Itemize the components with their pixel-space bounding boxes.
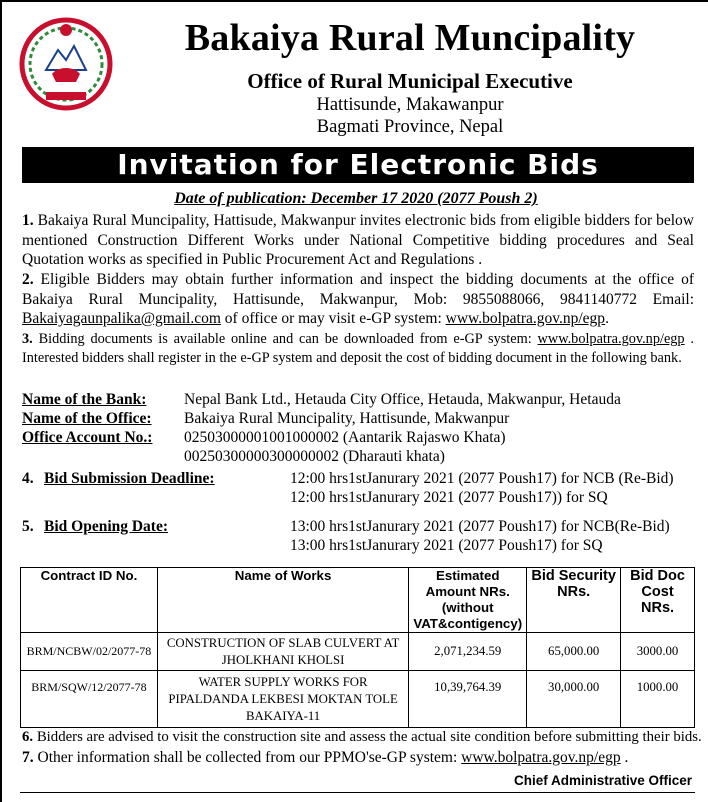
paragraph-2-number: 2.	[22, 271, 34, 288]
bank-value: Nepal Bank Ltd., Hetauda City Office, Hetauda, Makwanpur, Hetauda	[184, 391, 621, 408]
deadline-label: Bid Submission Deadline:	[44, 470, 215, 487]
publication-date: Date of publication: December 17 2020 (2077 Poush 2)	[174, 190, 538, 207]
egp-link-1[interactable]: www.bolpatra.gov.np/egp	[445, 310, 606, 327]
row-1-amount: 2,071,234.59	[409, 633, 527, 671]
note-7-text: Other information shall be collected from our PPMO'se-GP system:	[37, 749, 458, 766]
note-6	[22, 728, 702, 747]
account-label: Office Account No.:	[22, 429, 153, 446]
paragraph-2-mid: of office or may visit e-GP system:	[224, 310, 442, 327]
note-7-end: .	[624, 749, 629, 766]
deadline-line-2: 12:00 hrs1stJanurary 2021 (2077 Poush17)) for SQ	[290, 489, 608, 506]
row-2-security: 30,000.00	[527, 671, 621, 728]
paragraph-3-rest: . Interested bidders shall register in the e-GP system and deposit the cost of bidding document in the following bank.	[22, 331, 694, 366]
header-bid-security: Bid Security NRs.	[527, 568, 621, 633]
note-7	[22, 748, 628, 767]
note-6-number: 6.	[22, 729, 34, 745]
header-contract-id: Contract ID No.	[21, 568, 158, 633]
note-6-text: Bidders are advised to visit the construction site and assess the actual site condition before submitting their bids.	[36, 729, 702, 745]
row-1-cost: 3000.00	[621, 633, 695, 671]
paragraph-1	[22, 211, 694, 270]
header-name-of-works: Name of Works	[157, 568, 408, 633]
egp-link-2[interactable]: www.bolpatra.gov.np/egp	[537, 331, 685, 347]
row-1-security: 65,000.00	[527, 633, 621, 671]
header-bid-doc-cost: Bid Doc Cost NRs.	[621, 568, 695, 633]
office-name-value: Bakaiya Rural Muncipality, Hattisunde, Makwanpur	[184, 410, 510, 427]
paragraph-3-number: 3.	[22, 331, 33, 347]
paragraph-2-end: .	[605, 310, 609, 327]
paragraph-1-text: Bakaiya Rural Muncipality, Hattisude, Makwanpur invites electronic bids from eligible bidders for below mentioned Construction Different Works under National Competitive bidding procedures and Seal Quotation works as specified in Public Procurement Act and Regulations .	[22, 212, 695, 268]
paragraph-3-text: Bidding documents is available online and can be downloaded from e-GP system:	[38, 331, 532, 347]
bottom-divider	[20, 792, 695, 793]
row-1-contract-id: BRM/NCBW/02/2077-78	[21, 633, 158, 671]
paragraph-2	[22, 270, 694, 329]
address-line-2: Bagmati Province, Nepal	[316, 117, 504, 137]
opening-line-2: 13:00 hrs1stJanurary 2021 (2077 Poush17) for SQ	[290, 537, 603, 554]
header-estimated-amount: Estimated Amount NRs.(without VAT&contigency)	[409, 568, 527, 633]
table-row	[21, 633, 695, 671]
row-2-amount: 10,39,764.39	[409, 671, 527, 728]
account-value-2: 00250300000300000002 (Dharauti khata)	[184, 448, 445, 465]
table-row	[21, 671, 695, 728]
nepal-emblem-icon	[16, 12, 116, 112]
table-header-row	[21, 568, 695, 633]
address-line-1: Hattisunde, Makawanpur	[316, 95, 504, 115]
account-value-1: 02503000001001000002 (Aantarik Rajaswo Khata)	[184, 429, 506, 446]
row-2-contract-id: BRM/SQW/12/2077-78	[21, 671, 158, 728]
paragraph-3	[22, 330, 694, 368]
invitation-banner: Invitation for Electronic Bids	[22, 147, 694, 183]
bank-label: Name of the Bank:	[22, 391, 147, 408]
deadline-line-1: 12:00 hrs1stJanurary 2021 (2077 Poush17) for NCB (Re-Bid)	[290, 470, 674, 487]
municipality-title: Bakaiya Rural Muncipality	[184, 17, 636, 59]
bids-table	[20, 567, 695, 728]
note-7-number: 7.	[22, 749, 34, 766]
opening-line-1: 13:00 hrs1stJanurary 2021 (2077 Poush17) for NCB(Re-Bid)	[290, 518, 670, 535]
row-1-works: CONSTRUCTION OF SLAB CULVERT AT JHOLKHANI KHOLSI	[157, 633, 408, 671]
office-subtitle: Office of Rural Municipal Executive	[247, 69, 573, 93]
opening-number: 5.	[22, 518, 34, 535]
office-name-label: Name of the Office:	[22, 410, 152, 427]
signature-title: Chief Administrative Officer	[513, 773, 692, 788]
egp-link-3[interactable]: www.bolpatra.gov.np/egp	[461, 749, 621, 766]
paragraph-2-text: Eligible Bidders may obtain further information and inspect the bidding documents at the office of Bakaiya Rural Muncipality, Hattisunde, Makwanpur, Mob: 9855088066, 9841140772 Email:	[22, 271, 695, 308]
deadline-number: 4.	[22, 470, 34, 487]
opening-label: Bid Opening Date:	[44, 518, 169, 535]
email-link[interactable]: Bakaiyagaunpalika@gmail.com	[22, 310, 221, 327]
row-2-cost: 1000.00	[621, 671, 695, 728]
row-2-works: WATER SUPPLY WORKS FOR PIPALDANDA LEKBESI MOKTAN TOLE BAKAIYA-11	[157, 671, 408, 728]
paragraph-1-number: 1.	[22, 212, 34, 229]
